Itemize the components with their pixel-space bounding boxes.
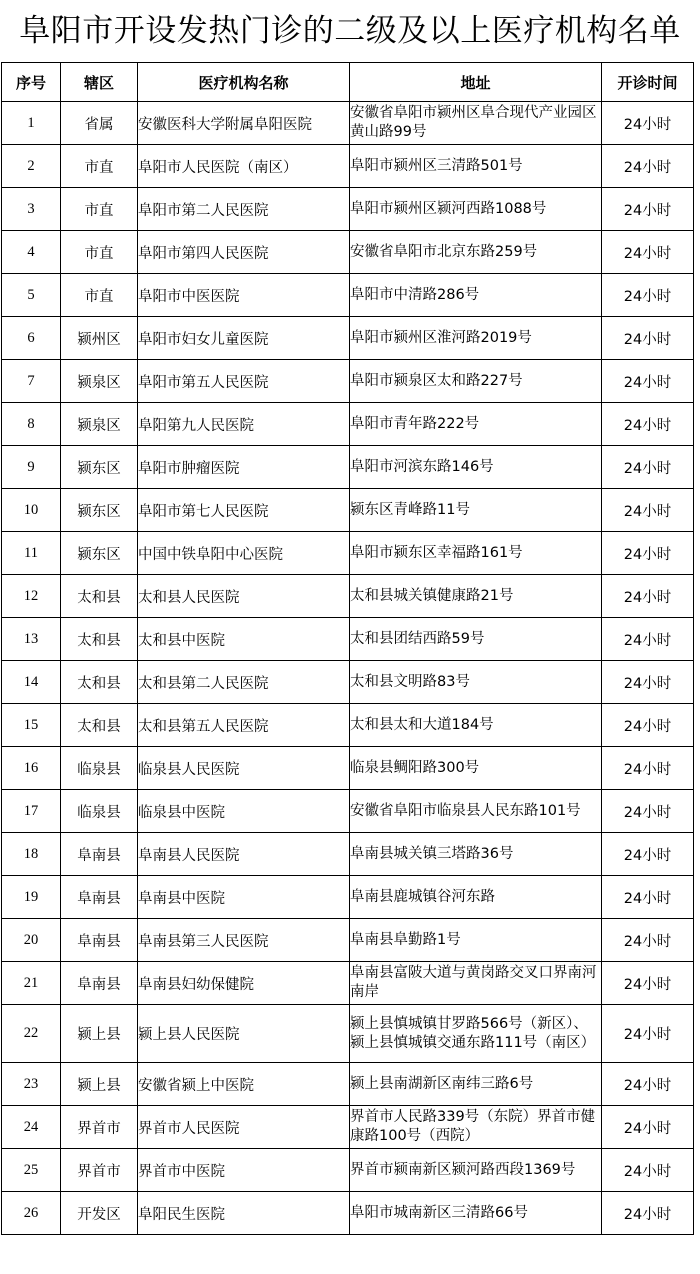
header-name: 医疗机构名称 [138, 63, 350, 102]
cell-seq: 20 [2, 919, 61, 962]
cell-seq: 17 [2, 790, 61, 833]
cell-hours: 24小时 [602, 489, 694, 532]
cell-district: 市直 [61, 188, 138, 231]
cell-hospital-name: 临泉县中医院 [138, 790, 350, 833]
cell-seq: 6 [2, 317, 61, 360]
cell-district: 临泉县 [61, 747, 138, 790]
table-row [2, 962, 694, 1005]
cell-hours: 24小时 [602, 102, 694, 145]
cell-seq: 8 [2, 403, 61, 446]
cell-seq: 15 [2, 704, 61, 747]
table-row [2, 661, 694, 704]
cell-district: 颍东区 [61, 446, 138, 489]
cell-address: 颍上县南湖新区南纬三路6号 [350, 1063, 602, 1106]
cell-district: 界首市 [61, 1106, 138, 1149]
table-row [2, 231, 694, 274]
cell-district: 省属 [61, 102, 138, 145]
hospital-table [1, 62, 694, 1235]
cell-address: 太和县太和大道184号 [350, 704, 602, 747]
cell-district: 市直 [61, 274, 138, 317]
cell-hours: 24小时 [602, 575, 694, 618]
cell-seq: 5 [2, 274, 61, 317]
cell-hours: 24小时 [602, 962, 694, 1005]
cell-seq: 14 [2, 661, 61, 704]
table-row [2, 919, 694, 962]
cell-seq: 19 [2, 876, 61, 919]
cell-district: 颍上县 [61, 1005, 138, 1063]
cell-address: 阜南县城关镇三塔路36号 [350, 833, 602, 876]
cell-hours: 24小时 [602, 188, 694, 231]
table-row [2, 274, 694, 317]
cell-address: 阜南县鹿城镇谷河东路 [350, 876, 602, 919]
table-row [2, 747, 694, 790]
cell-hours: 24小时 [602, 661, 694, 704]
table-header [2, 63, 694, 102]
cell-hospital-name: 阜南县中医院 [138, 876, 350, 919]
cell-seq: 25 [2, 1149, 61, 1192]
cell-hospital-name: 阜阳市第七人民医院 [138, 489, 350, 532]
cell-district: 市直 [61, 145, 138, 188]
cell-hospital-name: 阜南县第三人民医院 [138, 919, 350, 962]
cell-hospital-name: 太和县第五人民医院 [138, 704, 350, 747]
cell-seq: 23 [2, 1063, 61, 1106]
header-row [2, 63, 694, 102]
cell-hours: 24小时 [602, 1149, 694, 1192]
cell-district: 临泉县 [61, 790, 138, 833]
cell-address: 界首市人民路339号（东院）界首市健康路100号（西院） [350, 1106, 602, 1149]
cell-seq: 13 [2, 618, 61, 661]
cell-address: 颍东区青峰路11号 [350, 489, 602, 532]
cell-hours: 24小时 [602, 317, 694, 360]
cell-district: 阜南县 [61, 962, 138, 1005]
cell-address: 阜阳市城南新区三清路66号 [350, 1192, 602, 1235]
cell-district: 颍泉区 [61, 360, 138, 403]
cell-address: 阜阳市颍州区淮河路2019号 [350, 317, 602, 360]
cell-hours: 24小时 [602, 145, 694, 188]
cell-hospital-name: 阜阳市肿瘤医院 [138, 446, 350, 489]
cell-address: 界首市颍南新区颍河路西段1369号 [350, 1149, 602, 1192]
cell-hours: 24小时 [602, 876, 694, 919]
cell-seq: 3 [2, 188, 61, 231]
cell-hours: 24小时 [602, 833, 694, 876]
cell-district: 开发区 [61, 1192, 138, 1235]
cell-hours: 24小时 [602, 1005, 694, 1063]
cell-seq: 10 [2, 489, 61, 532]
header-hours: 开诊时间 [602, 63, 694, 102]
cell-seq: 18 [2, 833, 61, 876]
cell-district: 阜南县 [61, 833, 138, 876]
cell-address: 安徽省阜阳市颍州区阜合现代产业园区黄山路99号 [350, 102, 602, 145]
cell-district: 太和县 [61, 661, 138, 704]
table-row [2, 1063, 694, 1106]
table-row [2, 1106, 694, 1149]
cell-district: 太和县 [61, 575, 138, 618]
table-row [2, 575, 694, 618]
cell-hospital-name: 太和县中医院 [138, 618, 350, 661]
cell-district: 界首市 [61, 1149, 138, 1192]
cell-hospital-name: 阜阳民生医院 [138, 1192, 350, 1235]
table-row [2, 403, 694, 446]
cell-address: 颍上县慎城镇甘罗路566号（新区）、颍上县慎城镇交通东路111号（南区） [350, 1005, 602, 1063]
cell-hours: 24小时 [602, 1106, 694, 1149]
cell-seq: 24 [2, 1106, 61, 1149]
header-address: 地址 [350, 63, 602, 102]
table-row [2, 317, 694, 360]
cell-hours: 24小时 [602, 1063, 694, 1106]
cell-hours: 24小时 [602, 231, 694, 274]
cell-district: 颍东区 [61, 532, 138, 575]
table-row [2, 876, 694, 919]
cell-hours: 24小时 [602, 360, 694, 403]
table-row [2, 489, 694, 532]
cell-address: 阜阳市颍泉区太和路227号 [350, 360, 602, 403]
table-row [2, 704, 694, 747]
cell-district: 市直 [61, 231, 138, 274]
cell-seq: 12 [2, 575, 61, 618]
cell-hospital-name: 太和县人民医院 [138, 575, 350, 618]
cell-hospital-name: 临泉县人民医院 [138, 747, 350, 790]
cell-hospital-name: 界首市人民医院 [138, 1106, 350, 1149]
header-seq: 序号 [2, 63, 61, 102]
cell-address: 太和县团结西路59号 [350, 618, 602, 661]
document-title: 阜阳市开设发热门诊的二级及以上医疗机构名单 [19, 13, 681, 49]
cell-hospital-name: 颍上县人民医院 [138, 1005, 350, 1063]
cell-hospital-name: 阜阳市第五人民医院 [138, 360, 350, 403]
cell-seq: 9 [2, 446, 61, 489]
cell-hours: 24小时 [602, 919, 694, 962]
cell-hospital-name: 阜阳市妇女儿童医院 [138, 317, 350, 360]
cell-address: 安徽省阜阳市临泉县人民东路101号 [350, 790, 602, 833]
cell-hospital-name: 阜阳市第二人民医院 [138, 188, 350, 231]
cell-hospital-name: 阜阳第九人民医院 [138, 403, 350, 446]
cell-hours: 24小时 [602, 532, 694, 575]
table-row [2, 790, 694, 833]
table-row [2, 360, 694, 403]
cell-address: 阜阳市颍州区三清路501号 [350, 145, 602, 188]
cell-hours: 24小时 [602, 618, 694, 661]
cell-district: 阜南县 [61, 876, 138, 919]
cell-hours: 24小时 [602, 747, 694, 790]
cell-hospital-name: 阜阳市人民医院（南区） [138, 145, 350, 188]
cell-district: 太和县 [61, 704, 138, 747]
cell-district: 颍东区 [61, 489, 138, 532]
cell-hospital-name: 阜南县妇幼保健院 [138, 962, 350, 1005]
table-row [2, 1005, 694, 1063]
cell-seq: 4 [2, 231, 61, 274]
cell-address: 阜南县阜勤路1号 [350, 919, 602, 962]
cell-hours: 24小时 [602, 704, 694, 747]
cell-hospital-name: 界首市中医院 [138, 1149, 350, 1192]
cell-seq: 22 [2, 1005, 61, 1063]
cell-district: 颍泉区 [61, 403, 138, 446]
cell-address: 安徽省阜阳市北京东路259号 [350, 231, 602, 274]
cell-seq: 21 [2, 962, 61, 1005]
cell-address: 太和县城关镇健康路21号 [350, 575, 602, 618]
cell-seq: 2 [2, 145, 61, 188]
cell-hours: 24小时 [602, 1192, 694, 1235]
cell-seq: 26 [2, 1192, 61, 1235]
table-body [2, 102, 694, 1235]
cell-district: 颍州区 [61, 317, 138, 360]
table-row [2, 618, 694, 661]
table-row [2, 833, 694, 876]
cell-hospital-name: 安徽省颍上中医院 [138, 1063, 350, 1106]
table-row [2, 102, 694, 145]
cell-address: 临泉县鲷阳路300号 [350, 747, 602, 790]
table-row [2, 446, 694, 489]
cell-address: 阜阳市河滨东路146号 [350, 446, 602, 489]
cell-address: 阜阳市青年路222号 [350, 403, 602, 446]
table-row [2, 1149, 694, 1192]
cell-hospital-name: 太和县第二人民医院 [138, 661, 350, 704]
cell-hours: 24小时 [602, 790, 694, 833]
cell-seq: 7 [2, 360, 61, 403]
cell-hospital-name: 阜阳市中医医院 [138, 274, 350, 317]
cell-hours: 24小时 [602, 403, 694, 446]
cell-address: 太和县文明路83号 [350, 661, 602, 704]
cell-district: 阜南县 [61, 919, 138, 962]
cell-district: 颍上县 [61, 1063, 138, 1106]
table-row [2, 145, 694, 188]
cell-district: 太和县 [61, 618, 138, 661]
cell-hospital-name: 阜南县人民医院 [138, 833, 350, 876]
table-row [2, 1192, 694, 1235]
header-district: 辖区 [61, 63, 138, 102]
cell-address: 阜南县富陂大道与黄岗路交叉口界南河南岸 [350, 962, 602, 1005]
cell-seq: 16 [2, 747, 61, 790]
cell-address: 阜阳市颍州区颍河西路1088号 [350, 188, 602, 231]
cell-seq: 11 [2, 532, 61, 575]
cell-seq: 1 [2, 102, 61, 145]
cell-hospital-name: 阜阳市第四人民医院 [138, 231, 350, 274]
cell-hospital-name: 中国中铁阜阳中心医院 [138, 532, 350, 575]
cell-address: 阜阳市中清路286号 [350, 274, 602, 317]
cell-hours: 24小时 [602, 274, 694, 317]
table-row [2, 188, 694, 231]
cell-address: 阜阳市颍东区幸福路161号 [350, 532, 602, 575]
cell-hospital-name: 安徽医科大学附属阜阳医院 [138, 102, 350, 145]
cell-hours: 24小时 [602, 446, 694, 489]
table-row [2, 532, 694, 575]
